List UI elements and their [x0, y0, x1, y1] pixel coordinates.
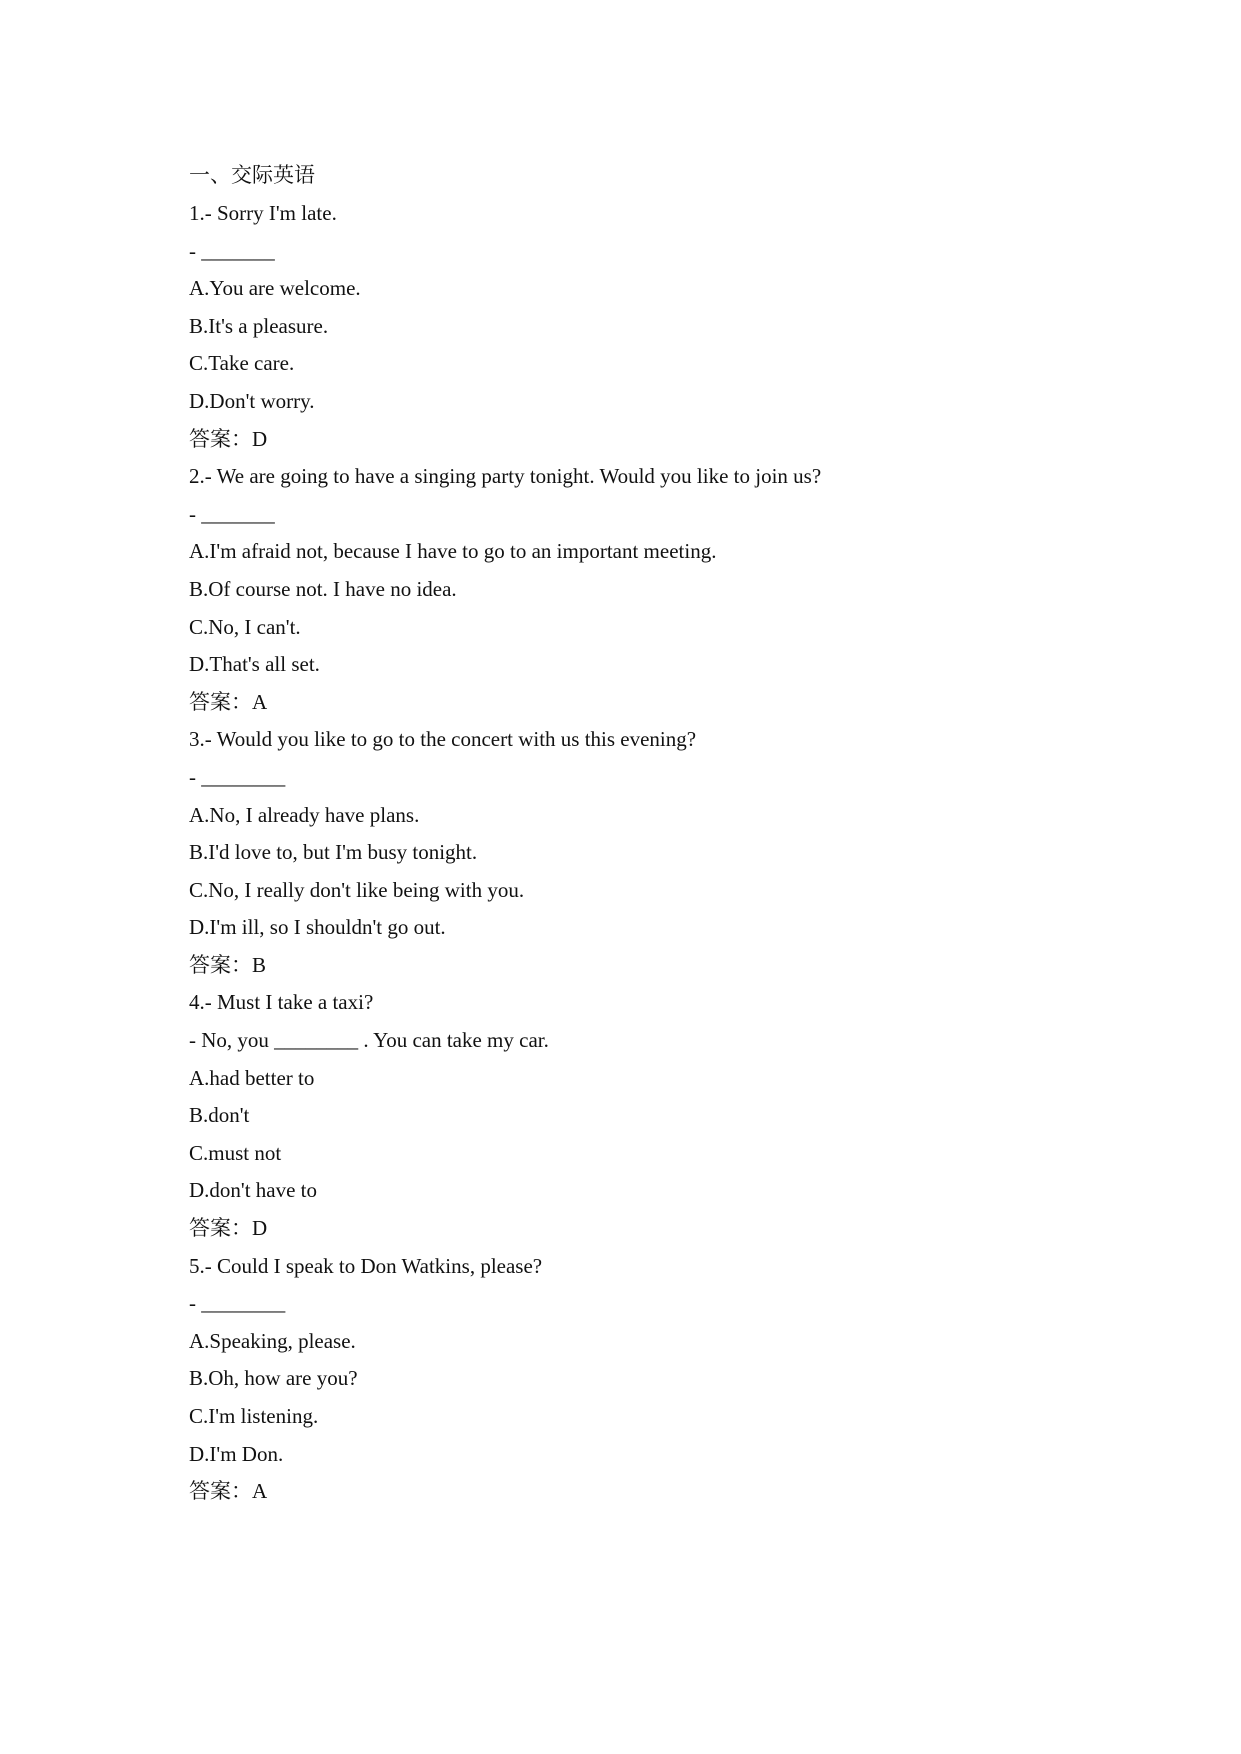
question-3	[189, 721, 1149, 984]
option-a: A.No, I already have plans.	[189, 802, 420, 827]
option-a: A.had better to	[189, 1065, 315, 1090]
question-stem: 2.- We are going to have a singing party tonight. Would you like to join us?	[189, 464, 822, 489]
question-response: - ________	[189, 1291, 286, 1316]
question-4	[189, 984, 1149, 1247]
option-c: C.I'm listening.	[189, 1404, 319, 1428]
question-response: - No, you ________ . You can take my car.	[189, 1028, 549, 1053]
question-stem: 4.- Must I take a taxi?	[189, 990, 374, 1015]
option-a: A.You are welcome.	[189, 276, 361, 301]
option-b: B.It's a pleasure.	[189, 313, 329, 338]
section-title: 一、交际英语	[189, 163, 315, 187]
answer-line: 答案：D	[189, 1216, 268, 1241]
answer-line: 答案：B	[189, 952, 267, 977]
option-c: C.must not	[189, 1140, 282, 1165]
option-c: C.Take care.	[189, 351, 295, 376]
option-d: D.I'm Don.	[189, 1441, 284, 1466]
question-stem: 3.- Would you like to go to the concert with us this evening?	[189, 727, 697, 752]
option-d: D.I'm ill, so I shouldn't go out.	[189, 915, 446, 940]
answer-line: 答案：A	[189, 1479, 268, 1504]
option-b: B.Oh, how are you?	[189, 1366, 358, 1391]
option-b: B.don't	[189, 1103, 250, 1128]
answer-line: 答案：A	[189, 689, 268, 714]
document-page	[189, 156, 1149, 1511]
question-2	[189, 458, 1149, 721]
option-d: D.don't have to	[189, 1178, 318, 1203]
question-stem: 5.- Could I speak to Don Watkins, please?	[189, 1253, 543, 1278]
option-d: D.Don't worry.	[189, 388, 315, 413]
option-b: B.Of course not. I have no idea.	[189, 576, 457, 601]
option-c: C.No, I really don't like being with you.	[189, 877, 525, 902]
question-response: - _______	[189, 238, 275, 263]
question-response: - _______	[189, 501, 275, 526]
option-a: A.Speaking, please.	[189, 1328, 356, 1353]
question-5	[189, 1248, 1149, 1511]
option-a: A.I'm afraid not, because I have to go to an important meeting.	[189, 539, 717, 564]
question-stem: 1.- Sorry I'm late.	[189, 201, 337, 225]
option-c: C.No, I can't.	[189, 614, 301, 639]
option-d: D.That's all set.	[189, 652, 320, 677]
question-response: - ________	[189, 764, 286, 789]
answer-line: 答案：D	[189, 426, 268, 451]
option-b: B.I'd love to, but I'm busy tonight.	[189, 840, 478, 865]
question-1	[189, 195, 1149, 458]
